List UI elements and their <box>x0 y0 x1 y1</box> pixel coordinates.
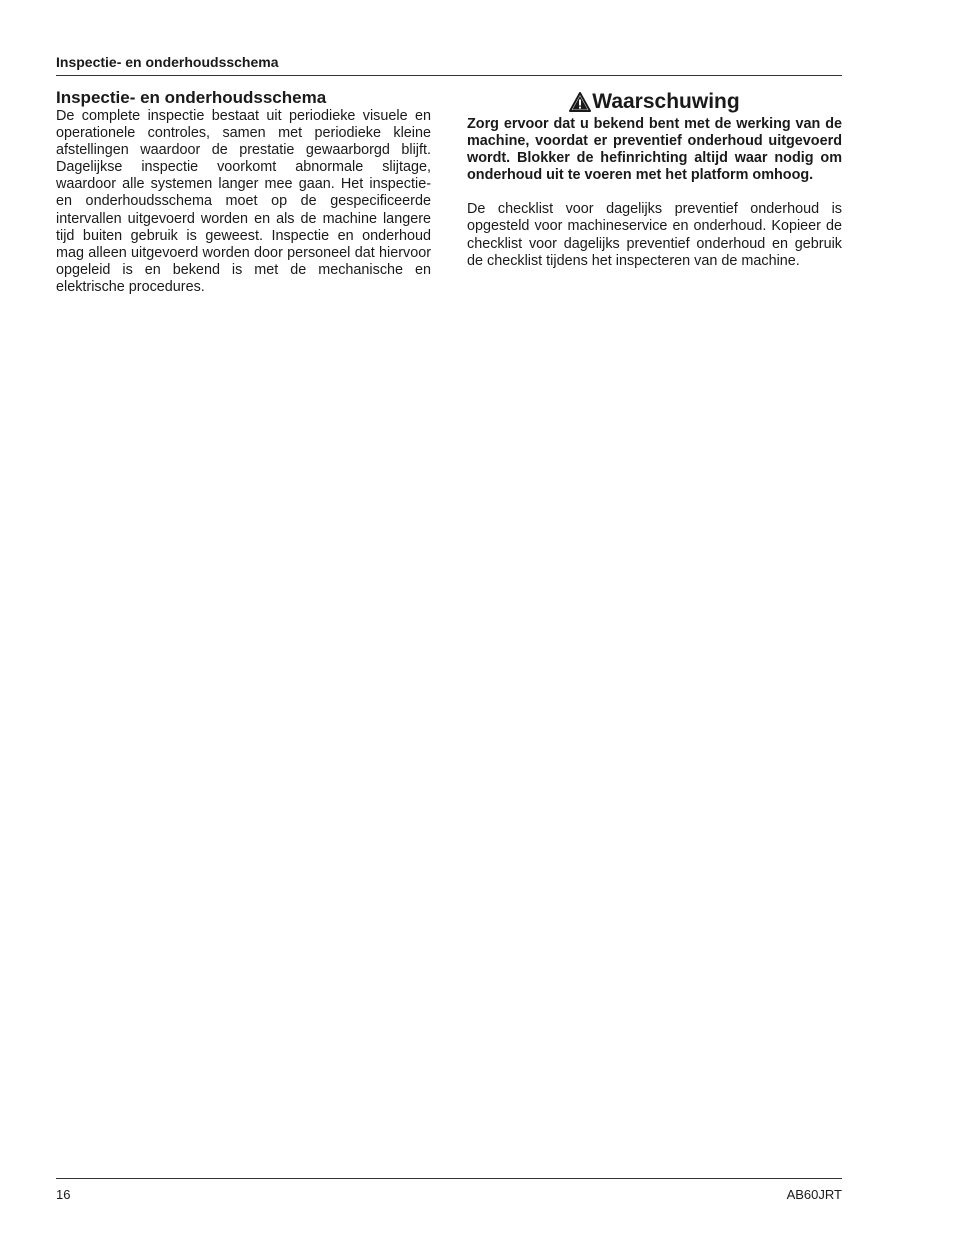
model-code: AB60JRT <box>786 1187 842 1202</box>
page-number: 16 <box>56 1187 71 1202</box>
warning-triangle-icon <box>569 92 591 112</box>
warning-heading <box>467 88 842 116</box>
warning-text: Zorg ervoor dat u bekend bent met de werking van de machine, voordat er preventief onderhoud uitgevoerd wordt. Blokker de hefinrichting altijd waar nodig om onderhoud uit te voeren met het platform omhoog. <box>467 116 842 184</box>
footer-divider <box>56 1178 842 1179</box>
running-header: Inspectie- en onderhoudsschema <box>56 54 279 70</box>
checklist-paragraph: De checklist voor dagelijks preventief onderhoud is opgesteld voor machineservice en onderhoud. Kopieer de checklist voor dagelijks preventief onderhoud en gebruik de checklist tijdens het inspecteren van de machine. <box>467 201 842 269</box>
right-column <box>467 88 842 270</box>
warning-title: Waarschuwing <box>592 90 740 113</box>
spacer <box>467 184 842 201</box>
section-title: Inspectie- en onderhoudsschema <box>56 88 327 107</box>
intro-paragraph: De complete inspectie bestaat uit periodieke visuele en operationele controles, samen met periodieke kleine afstellingen waardoor de prestatie gewaarborgd blijft. Dagelijkse inspectie voorkomt abnormale slijtage, waardoor alle systemen langer mee gaan. Het inspectie- en onderhoudsschema moet op de gespecificeerde intervallen uitgevoerd worden en als de machine langere tijd buiten gebruik is geweest. Inspectie en onderhoud mag alleen uitgevoerd worden door personeel dat hiervoor opgeleid is en bekend is met de mechanische en elektrische procedures. <box>56 108 431 295</box>
left-column <box>56 88 431 296</box>
header-divider <box>56 75 842 76</box>
